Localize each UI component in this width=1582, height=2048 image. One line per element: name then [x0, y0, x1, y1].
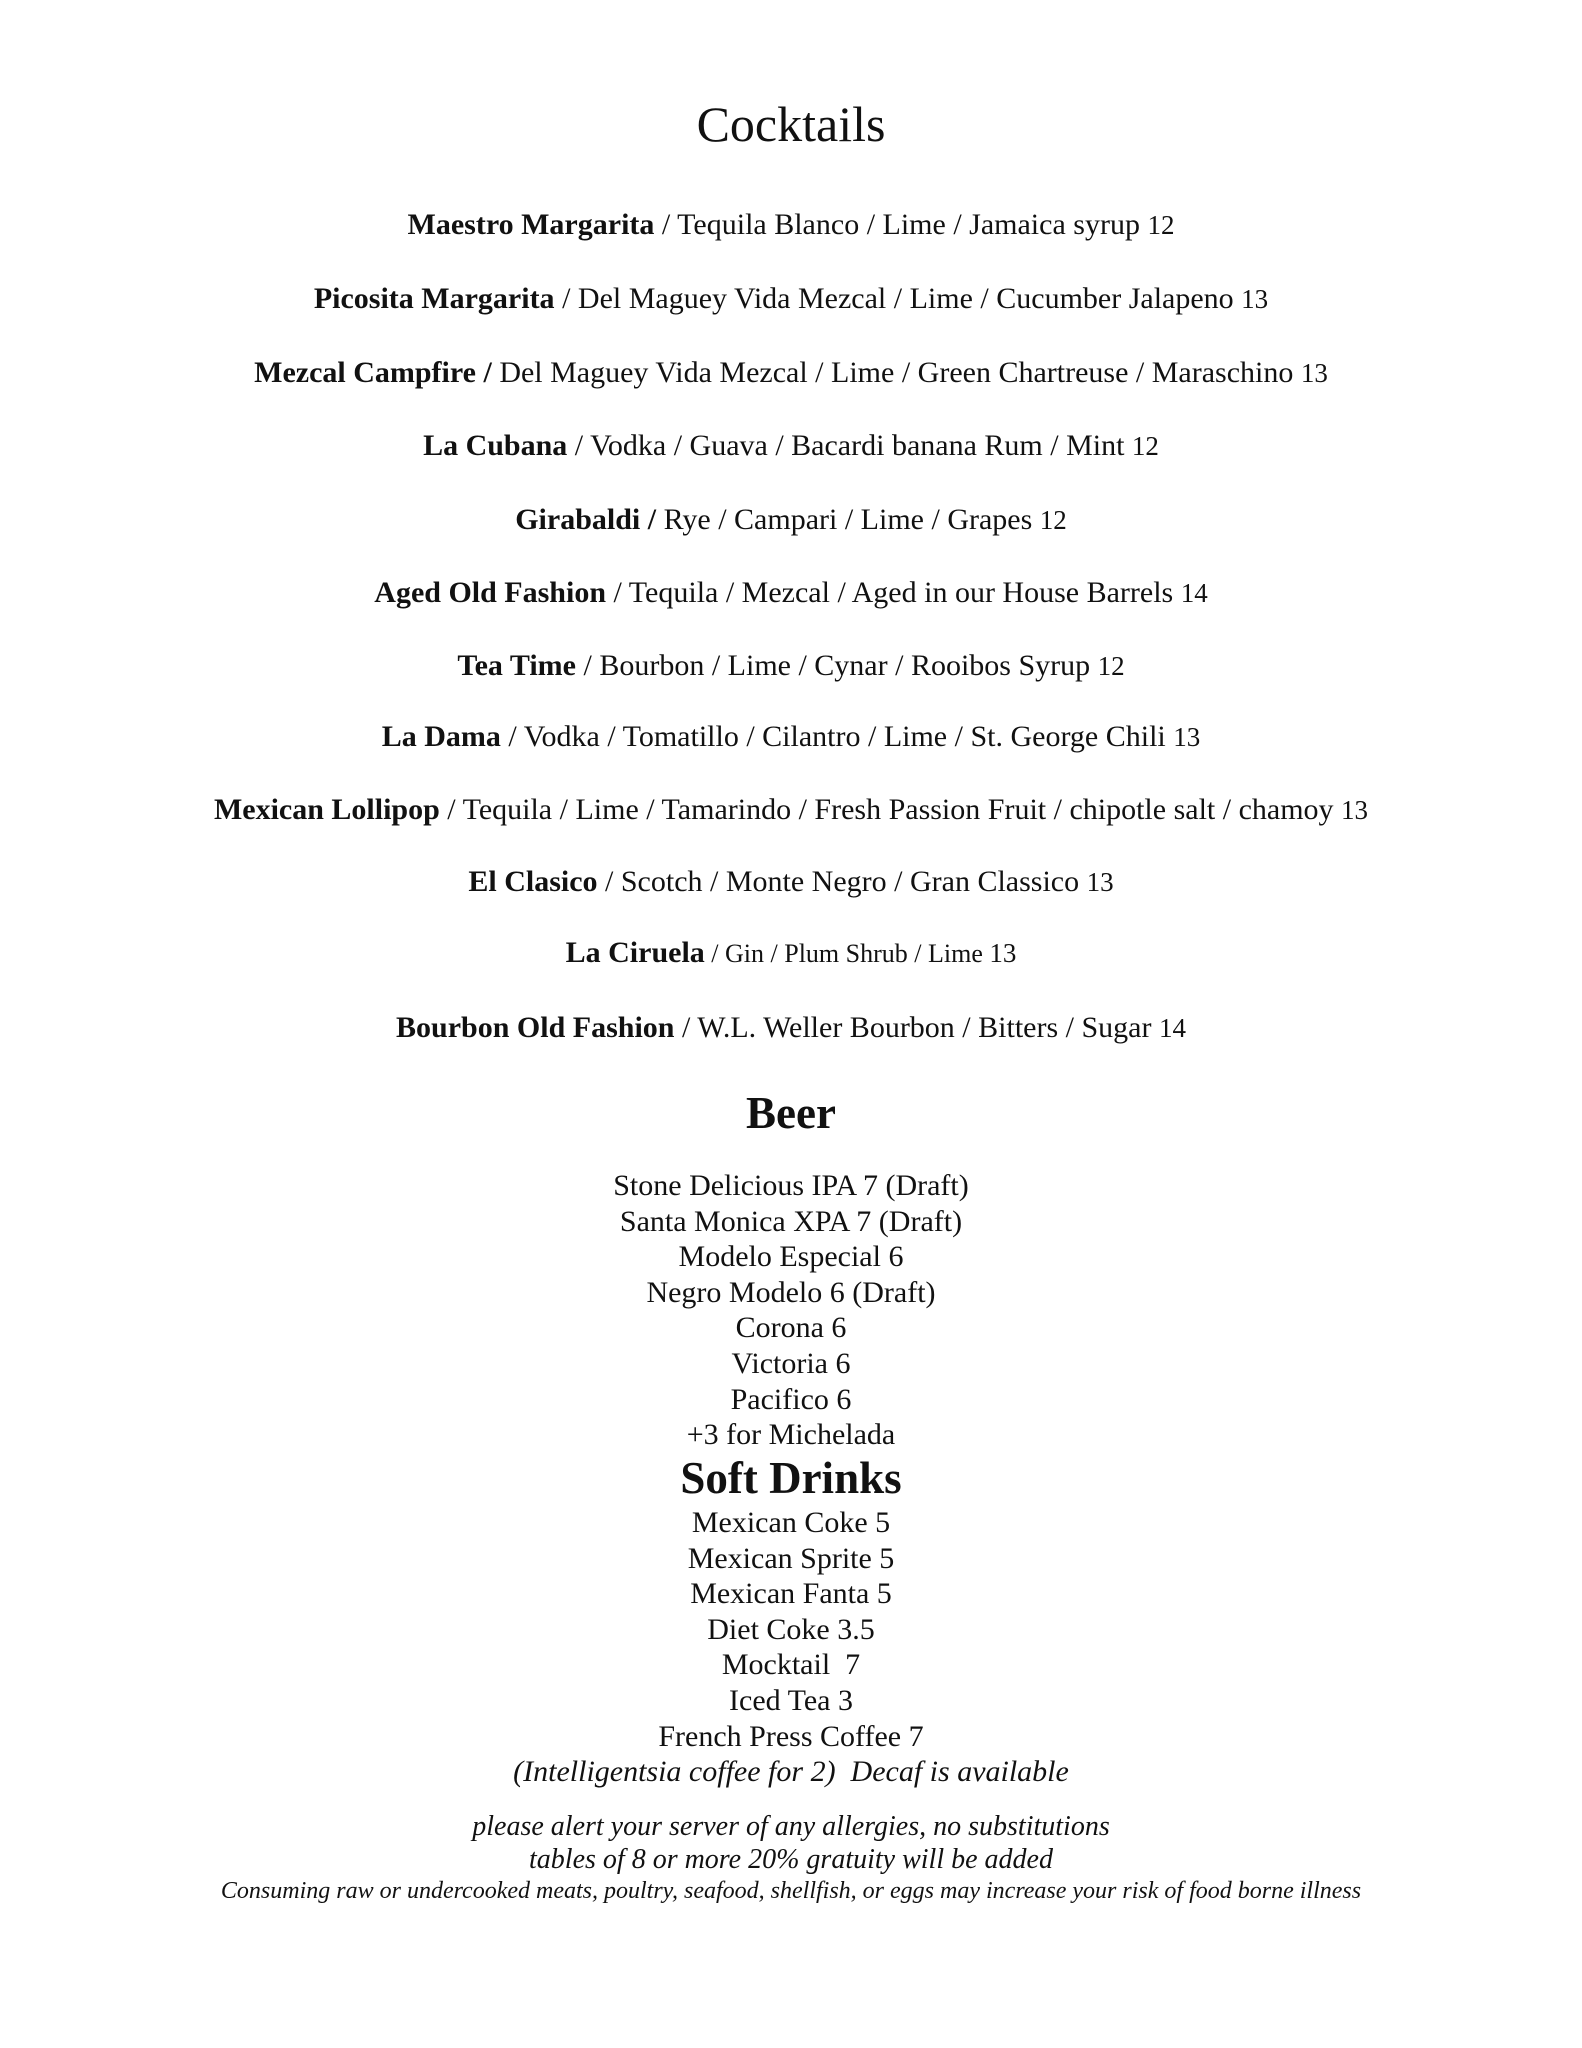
beer-item: Santa Monica XPA 7 (Draft): [619, 1204, 963, 1238]
cocktail-desc: / Del Maguey Vida Mezcal / Lime / Cucumber Jalapeno: [554, 282, 1242, 315]
cocktail-name: Picosita Margarita: [313, 282, 555, 315]
cocktail-name: Maestro Margarita: [407, 208, 655, 241]
cocktail-desc: / Vodka / Guava / Bacardi banana Rum / Mint: [567, 429, 1132, 462]
soft-drink-item: Mocktail 7: [721, 1648, 861, 1682]
cocktail-desc: / Bourbon / Lime / Cynar / Rooibos Syrup: [575, 649, 1098, 682]
cocktail-item: [0, 646, 1582, 686]
cocktail-desc: / Vodka / Tomatillo / Cilantro / Lime / St. George Chili: [500, 720, 1174, 753]
cocktails-heading: Cocktails: [696, 96, 886, 152]
cocktail-price: 12: [1039, 505, 1067, 535]
cocktail-name: Mexican Lollipop: [213, 793, 440, 826]
gratuity-note: tables of 8 or more 20% gratuity will be added: [529, 1844, 1053, 1875]
beer-item: Victoria 6: [731, 1346, 851, 1380]
soft-drink-item: Diet Coke 3.5: [707, 1612, 875, 1646]
beer-item: Stone Delicious IPA 7 (Draft): [613, 1169, 969, 1202]
cocktail-item: [0, 205, 1582, 245]
cocktail-desc: / Tequila Blanco / Lime / Jamaica syrup: [654, 208, 1148, 241]
cocktail-item: [0, 862, 1582, 902]
soft-drinks-list: [0, 1505, 1582, 1790]
cocktail-price: 13: [1341, 795, 1369, 825]
cocktail-name: Girabaldi /: [515, 503, 657, 536]
cocktail-item: [0, 500, 1582, 540]
cocktail-name: La Ciruela: [565, 936, 705, 969]
cocktail-desc: / Gin / Plum Shrub / Lime: [704, 939, 990, 968]
cocktail-price: 14: [1158, 1013, 1186, 1043]
cocktail-price: 12: [1147, 210, 1175, 240]
food-safety-warning: Consuming raw or undercooked meats, poultry, seafood, shellfish, or eggs may increase your risk of food borne illness: [220, 1878, 1362, 1904]
cocktail-name: La Cubana: [423, 429, 568, 462]
cocktail-item: [0, 1008, 1582, 1048]
soft-drink-item: Iced Tea 3: [729, 1683, 853, 1717]
soft-drink-item: French Press Coffee 7: [658, 1719, 924, 1753]
cocktail-price: 13: [989, 938, 1017, 968]
soft-drink-item: Mexican Fanta 5: [690, 1577, 892, 1611]
cocktail-item: [0, 717, 1582, 757]
cocktail-name: La Dama: [381, 720, 501, 753]
beer-item: Corona 6: [735, 1311, 847, 1345]
cocktail-name: Aged Old Fashion: [374, 576, 607, 609]
cocktail-name: Mezcal Campfire /: [254, 356, 492, 389]
cocktail-price: 13: [1173, 722, 1201, 752]
cocktail-item: [0, 933, 1582, 974]
cocktail-price: 12: [1131, 431, 1159, 461]
beer-item: Modelo Especial 6: [678, 1240, 904, 1274]
coffee-note: (Intelligentsia coffee for 2) Decaf is available: [513, 1755, 1069, 1789]
cocktail-desc: / Scotch / Monte Negro / Gran Classico: [597, 865, 1087, 898]
cocktail-desc: / Tequila / Mezcal / Aged in our House Barrels: [606, 576, 1181, 609]
cocktail-price: 13: [1300, 358, 1328, 388]
cocktail-desc: Rye / Campari / Lime / Grapes: [656, 503, 1040, 536]
cocktail-item: [0, 790, 1582, 830]
soft-drinks-heading: Soft Drinks: [680, 1453, 902, 1503]
cocktail-name: El Clasico: [468, 865, 598, 898]
cocktail-desc: / Tequila / Lime / Tamarindo / Fresh Passion Fruit / chipotle salt / chamoy: [439, 793, 1342, 826]
cocktail-desc: Del Maguey Vida Mezcal / Lime / Green Chartreuse / Maraschino: [491, 356, 1301, 389]
cocktail-item: [0, 279, 1582, 319]
cocktail-name: Tea Time: [457, 649, 576, 682]
cocktail-item: [0, 426, 1582, 466]
soft-drink-item: Mexican Coke 5: [691, 1506, 891, 1539]
cocktail-item: [0, 353, 1582, 393]
cocktail-price: 14: [1180, 578, 1208, 608]
beer-list: [0, 1168, 1582, 1453]
cocktail-desc: / W.L. Weller Bourbon / Bitters / Sugar: [674, 1011, 1159, 1044]
beer-item: Pacifico 6: [730, 1382, 852, 1416]
beer-item: +3 for Michelada: [686, 1418, 896, 1452]
beer-heading: Beer: [746, 1088, 836, 1138]
allergy-note: please alert your server of any allergies, no substitutions: [472, 1811, 1110, 1842]
cocktail-name: Bourbon Old Fashion: [396, 1011, 675, 1044]
cocktail-price: 12: [1097, 651, 1125, 681]
cocktail-item: [0, 573, 1582, 613]
beer-item: Negro Modelo 6 (Draft): [646, 1275, 936, 1309]
cocktail-price: 13: [1241, 284, 1269, 314]
cocktail-price: 13: [1086, 867, 1114, 897]
soft-drink-item: Mexican Sprite 5: [687, 1541, 895, 1575]
